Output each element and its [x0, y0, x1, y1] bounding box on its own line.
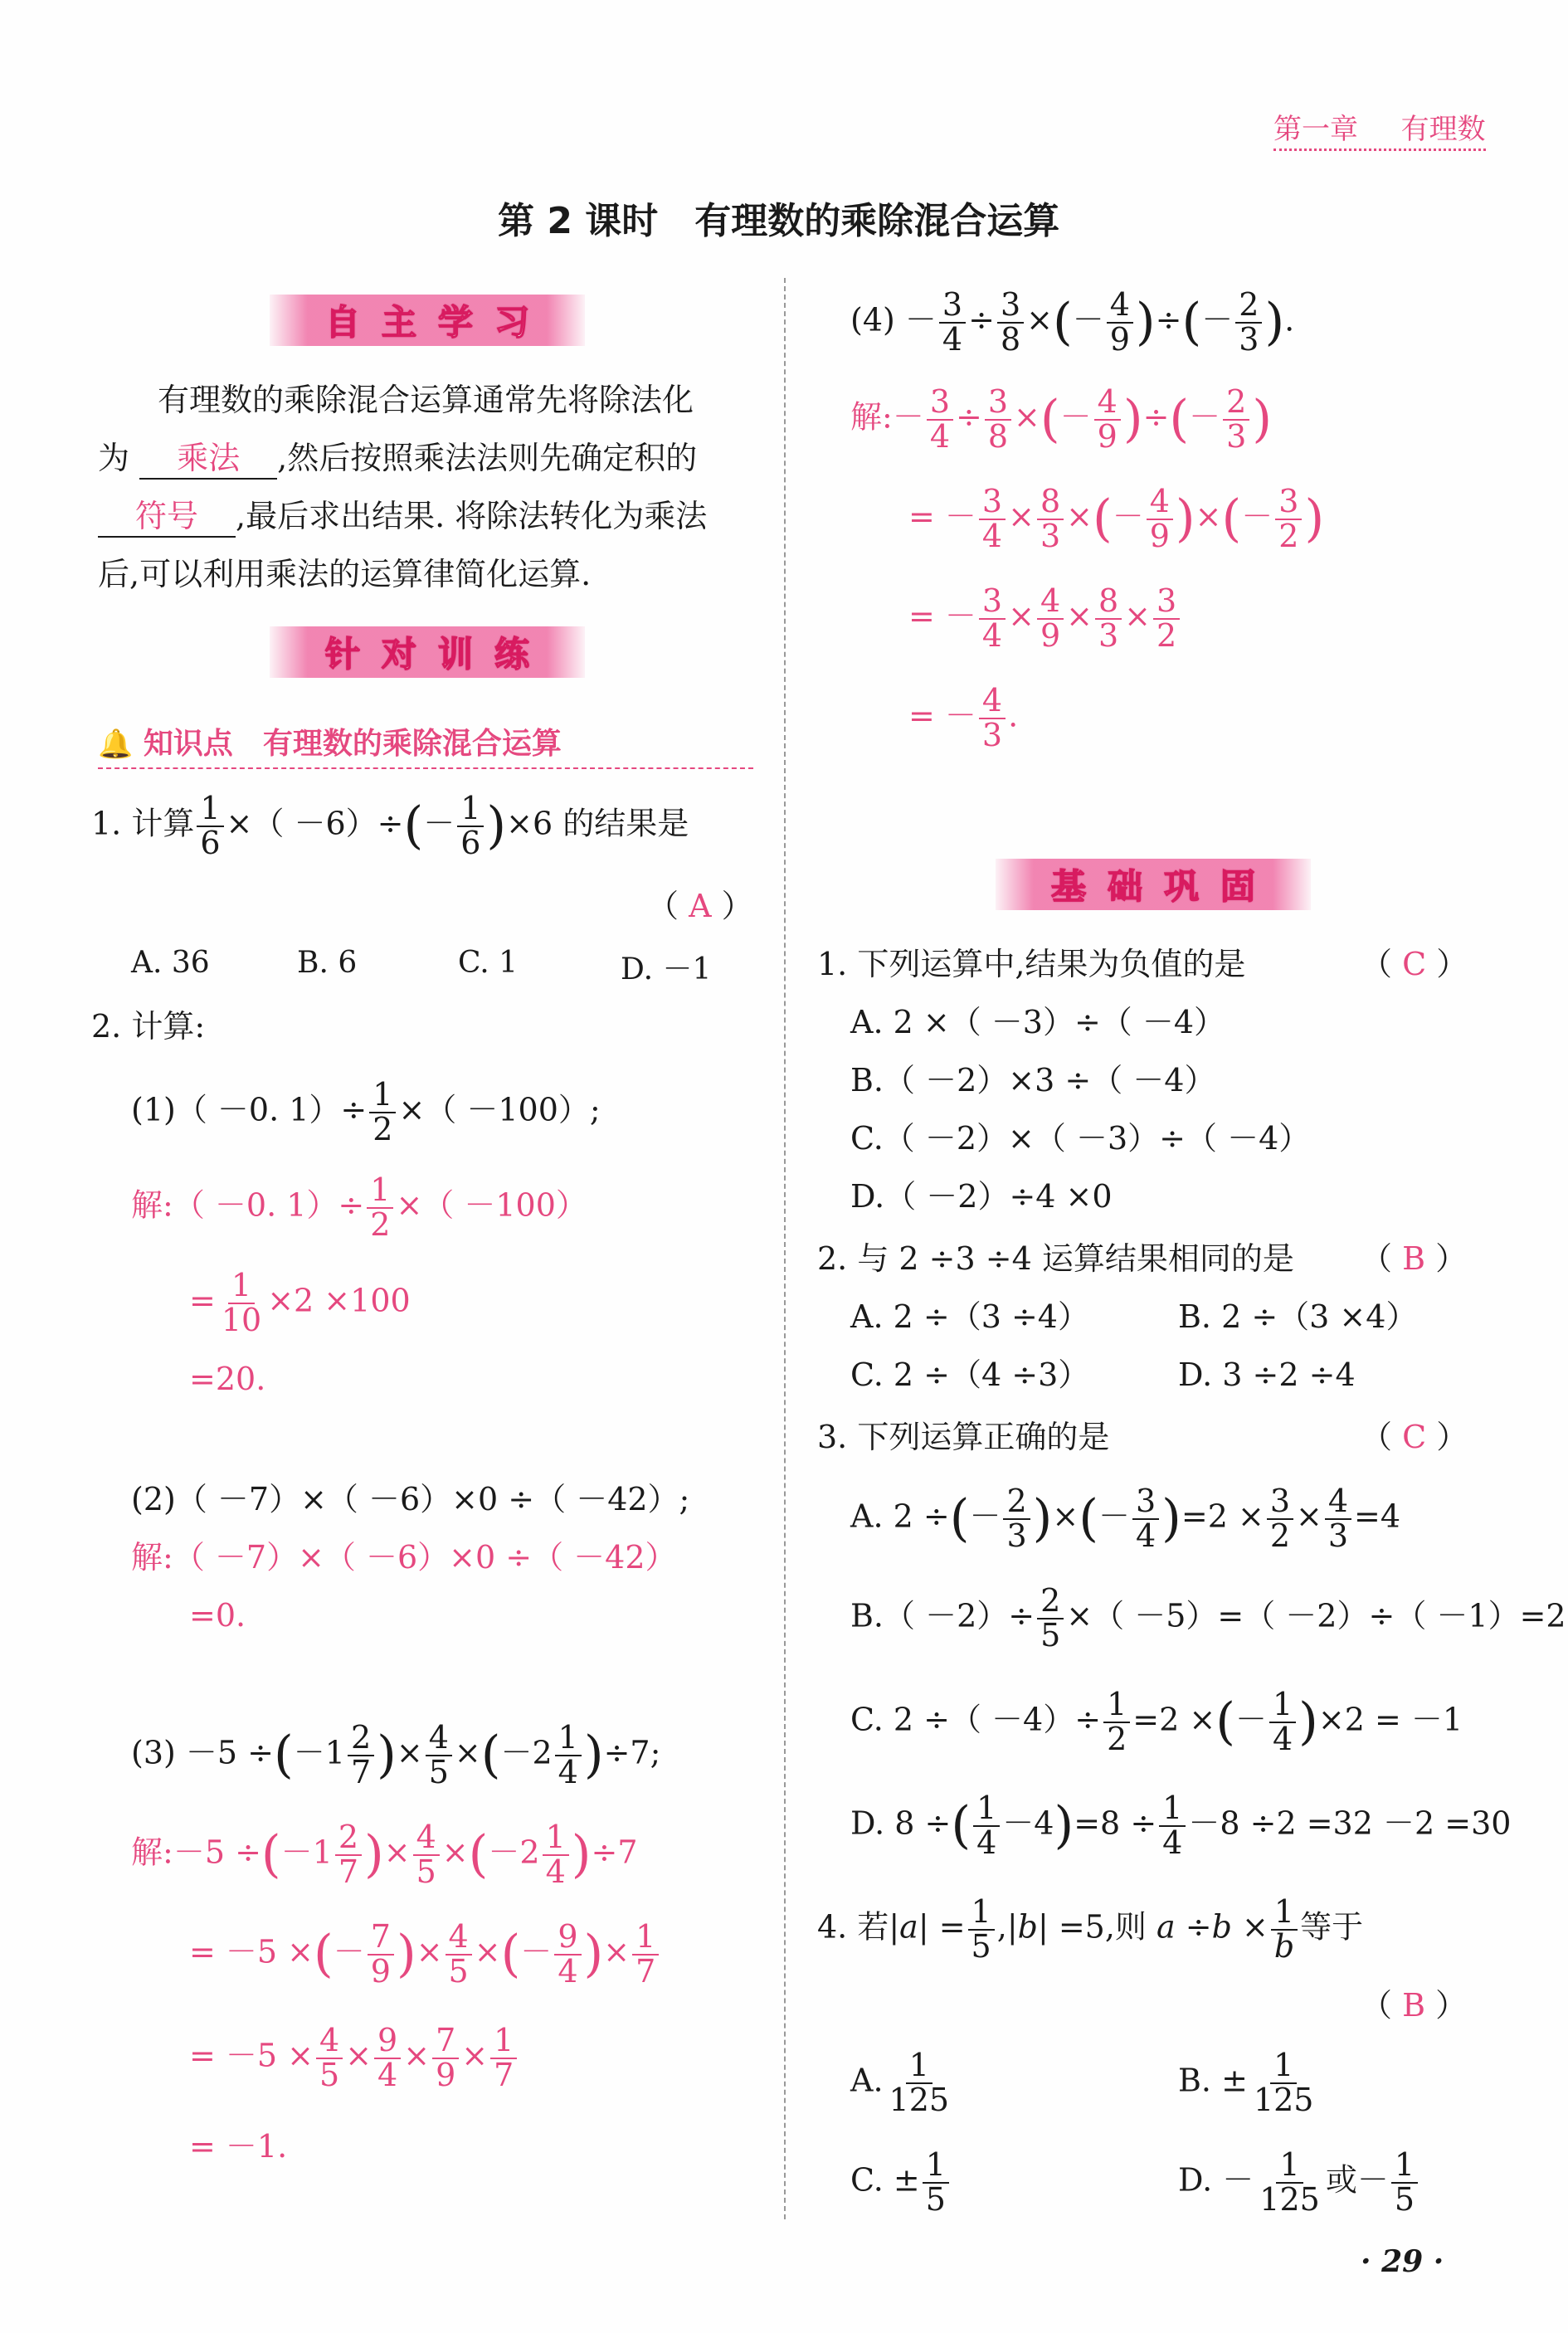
- basic-q1-answer: （ C ）: [1361, 946, 1468, 982]
- basic-q3-option-b: B.（ －2）÷ $\frac{2}{5}$ ×（ －5）=（ －2）÷（ －1）=2: [850, 1582, 1566, 1654]
- q1-option-b: B. 6: [297, 946, 358, 980]
- basic-q2-option-c: C. 2 ÷（4 ÷3）: [850, 1356, 1090, 1393]
- q2-part3-solution: 解:－5 ÷(－1 $\frac{2}{7}$ )× $\frac{4}{5}$ ×(－2 $\frac{1}{4}$ )÷7: [131, 1819, 638, 1890]
- chapter-number: 第一章: [1273, 113, 1358, 146]
- q2-part4-solution: 解:－ $\frac{3}{4}$ ÷ $\frac{3}{8}$ ×(－ $\frac{4}{9}$ )÷(－ $\frac{2}{3}$ ): [850, 383, 1273, 455]
- page-title: 第 2 课时 有理数的乘除混合运算: [498, 200, 1060, 242]
- basic-q1-stem: 1. 下列运算中,结果为负值的是: [817, 946, 1246, 982]
- q1-option-a: A. 36: [131, 946, 210, 980]
- basic-q4-option-a: A. $\frac{1}{125}$: [850, 2047, 950, 2118]
- basic-q2-option-a: A. 2 ÷（3 ÷4）: [850, 1298, 1089, 1335]
- fill-blank-1: 乘法: [139, 440, 277, 480]
- q1-stem: 1. 计算 $\frac{1}{6}$ ×（ －6）÷(－ $\frac{1}{6}$ )×6 的结果是: [91, 790, 689, 861]
- q2-label: 2. 计算:: [91, 1008, 206, 1045]
- bell-icon: 🔔: [98, 728, 134, 761]
- section-banner-targeted: 针对训练: [270, 626, 585, 678]
- self-study-line3: 符号 ,最后求出结果. 将除法转化为乘法: [98, 498, 707, 538]
- basic-q2-stem: 2. 与 2 ÷3 ÷4 运算结果相同的是: [817, 1240, 1294, 1277]
- q2-part1-result: =20.: [189, 1361, 266, 1397]
- q2-part2-result: =0.: [189, 1597, 246, 1634]
- basic-q1-option-a: A. 2 ×（ －3）÷（ －4）: [850, 1004, 1226, 1040]
- q2-part3-step2: = －5 ×(－ $\frac{7}{9}$ )× $\frac{4}{5}$ ×(－ $\frac{9}{4}$ )× $\frac{1}{7}$: [189, 1921, 661, 1989]
- q2-part4-step3: = － $\frac{3}{4}$ × $\frac{4}{9}$ × $\frac{8}{3}$ × $\frac{3}{2}$: [908, 585, 1182, 653]
- basic-q3-option-c: C. 2 ÷（ －4）÷ $\frac{1}{2}$ =2 ×(－ $\frac{1}{4}$ )×2 = －1: [850, 1686, 1463, 1757]
- column-divider: [784, 278, 786, 2219]
- self-study-line1: 有理数的乘除混合运算通常先将除法化: [158, 382, 694, 418]
- basic-q2-answer: （ B ）: [1361, 1240, 1468, 1277]
- q2-part2-problem: (2)（ －7）×（ －6）×0 ÷（ －42）;: [131, 1481, 690, 1517]
- q2-part3-result: = －1.: [189, 2128, 288, 2165]
- q2-part1-step2: = $\frac{1}{10}$ ×2 ×100: [189, 1267, 411, 1338]
- q2-part4-problem: (4) － $\frac{3}{4}$ ÷ $\frac{3}{8}$ ×(－ $\frac{4}{9}$ )÷(－ $\frac{2}{3}$ ).: [850, 286, 1295, 358]
- section-banner-self-study: 自主学习: [270, 295, 585, 346]
- self-study-line4: 后,可以利用乘法的运算律简化运算.: [98, 556, 592, 592]
- page-number: · 29 ·: [1361, 2244, 1444, 2279]
- q1-option-c: C. 1: [458, 946, 519, 980]
- chapter-title: 有理数: [1400, 113, 1486, 146]
- basic-q2-option-d: D. 3 ÷2 ÷4: [1178, 1356, 1356, 1393]
- self-study-line2: 为 乘法 ,然后按照乘法法则先确定积的: [98, 440, 697, 480]
- basic-q3-option-a: A. 2 ÷(－ $\frac{2}{3}$ )×(－ $\frac{3}{4}$ )=2 × $\frac{3}{2}$ × $\frac{4}{3}$ =4: [850, 1483, 1401, 1554]
- basic-q4-option-b: B. ± $\frac{1}{125}$: [1178, 2047, 1314, 2118]
- q2-part2-solution: 解:（ －7）×（ －6）×0 ÷（ －42）: [131, 1539, 677, 1576]
- knowledge-point: 🔔 知识点 有理数的乘除混合运算: [98, 720, 753, 769]
- q2-part3-problem: (3) －5 ÷(－1 $\frac{2}{7}$ )× $\frac{4}{5}$ ×(－2 $\frac{1}{4}$ )÷7;: [131, 1719, 661, 1790]
- basic-q4-stem: 4. 若|a| = $\frac{1}{5}$ ,|b| =5,则 a ÷b × $\frac{1}{b}$ 等于: [817, 1893, 1364, 1965]
- basic-q4-option-c: C. ± $\frac{1}{5}$: [850, 2149, 952, 2217]
- basic-q1-option-b: B.（ －2）×3 ÷（ －4）: [850, 1062, 1216, 1098]
- q2-part1-problem: (1)（ －0. 1）÷ $\frac{1}{2}$ ×（ －100）;: [131, 1076, 601, 1147]
- q2-part4-step2: = － $\frac{3}{4}$ × $\frac{8}{3}$ ×(－ $\frac{4}{9}$ )×(－ $\frac{3}{2}$ ): [908, 483, 1325, 554]
- basic-q2-option-b: B. 2 ÷（3 ×4）: [1178, 1298, 1418, 1335]
- q2-part3-step3: = －5 × $\frac{4}{5}$ × $\frac{9}{4}$ × $\frac{7}{9}$ × $\frac{1}{7}$: [189, 2024, 519, 2092]
- basic-q1-option-d: D.（ －2）÷4 ×0: [850, 1178, 1113, 1215]
- q2-part1-solution: 解:（ －0. 1）÷ $\frac{1}{2}$ ×（ －100）: [131, 1171, 587, 1243]
- q1-answer: （ A ）: [647, 888, 753, 924]
- chapter-header: [1273, 106, 1486, 151]
- basic-q3-answer: （ C ）: [1361, 1419, 1468, 1455]
- fill-blank-2: 符号: [98, 498, 236, 538]
- basic-q1-option-c: C.（ －2）×（ －3）÷（ －4）: [850, 1120, 1311, 1157]
- section-banner-basic: 基础巩固: [996, 859, 1311, 910]
- q1-option-d: D. －1: [621, 952, 712, 986]
- basic-q4-answer: （ B ）: [1361, 1987, 1468, 2024]
- basic-q3-option-d: D. 8 ÷( $\frac{1}{4}$ －4)=8 ÷ $\frac{1}{4}$ －8 ÷2 =32 －2 =30: [850, 1790, 1512, 1861]
- basic-q4-option-d: D. － $\frac{1}{125}$ 或－ $\frac{1}{5}$: [1178, 2149, 1420, 2217]
- basic-q3-stem: 3. 下列运算正确的是: [817, 1419, 1110, 1455]
- q2-part4-result: = － $\frac{4}{3}$ .: [908, 682, 1019, 753]
